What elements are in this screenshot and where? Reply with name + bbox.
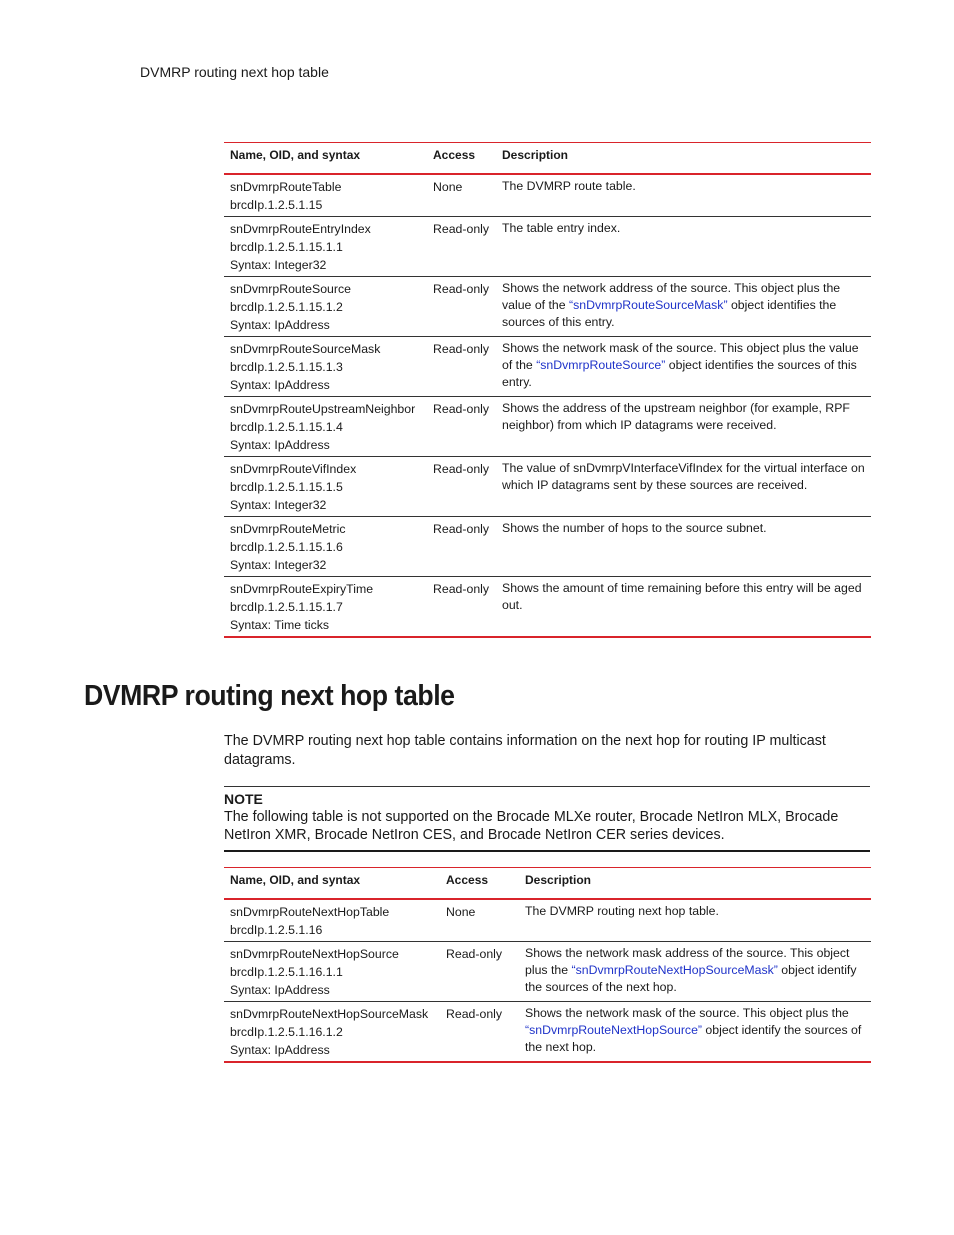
- description-text: Shows the amount of time remaining before this entry will be aged out.: [502, 581, 862, 612]
- object-oid: brcdIp.1.2.5.1.16.1.1: [230, 965, 343, 979]
- description-text: Shows the number of hops to the source subnet.: [502, 521, 767, 535]
- description-text: object identifies the sources of this entry.: [502, 358, 857, 389]
- cell-name-oid-syntax: [224, 217, 427, 277]
- table-row: [224, 1002, 871, 1063]
- cell-name-oid-syntax: [224, 457, 427, 517]
- object-syntax: Syntax: Integer32: [230, 498, 327, 512]
- column-header-name: Name, OID, and syntax: [224, 868, 440, 900]
- table-header-row: [224, 143, 871, 175]
- cell-access: None: [440, 899, 519, 942]
- object-reference-link[interactable]: “snDvmrpRouteSource”: [536, 358, 666, 372]
- cell-description: [496, 457, 871, 517]
- object-reference-link[interactable]: “snDvmrpRouteNextHopSource”: [525, 1023, 703, 1037]
- route-table: [224, 142, 871, 638]
- table-row: [224, 277, 871, 337]
- cell-description: [519, 1002, 871, 1063]
- cell-description: [496, 337, 871, 397]
- cell-name-oid-syntax: [224, 899, 440, 942]
- cell-access: Read-only: [440, 942, 519, 1002]
- object-oid: brcdIp.1.2.5.1.16: [230, 923, 323, 937]
- cell-name-oid-syntax: [224, 397, 427, 457]
- table-row: [224, 942, 871, 1002]
- description-text: Shows the network mask of the source. This object plus the: [525, 1006, 849, 1020]
- object-oid: brcdIp.1.2.5.1.15.1.6: [230, 540, 343, 554]
- object-syntax: Syntax: IpAddress: [230, 438, 330, 452]
- object-syntax: Syntax: IpAddress: [230, 318, 330, 332]
- cell-access: Read-only: [427, 397, 496, 457]
- description-text: The value of snDvmrpVInterfaceVifIndex for the virtual interface on which IP datagrams sent by these sources are received.: [502, 461, 865, 492]
- column-header-description: Description: [519, 868, 871, 900]
- cell-access: Read-only: [440, 1002, 519, 1063]
- object-oid: brcdIp.1.2.5.1.15.1.4: [230, 420, 343, 434]
- cell-description: [496, 174, 871, 217]
- cell-access: Read-only: [427, 337, 496, 397]
- description-text: object identify the sources of the next hop.: [525, 1023, 862, 1054]
- cell-name-oid-syntax: [224, 174, 427, 217]
- cell-description: [519, 942, 871, 1002]
- table-row: [224, 337, 871, 397]
- column-header-access: Access: [440, 868, 519, 900]
- table-row: [224, 517, 871, 577]
- object-name: snDvmrpRouteSourceMask: [230, 342, 381, 356]
- cell-access: None: [427, 174, 496, 217]
- cell-name-oid-syntax: [224, 577, 427, 638]
- object-name: snDvmrpRouteUpstreamNeighbor: [230, 402, 416, 416]
- object-name: snDvmrpRouteMetric: [230, 522, 346, 536]
- object-oid: brcdIp.1.2.5.1.15.1.3: [230, 360, 343, 374]
- note-label: NOTE: [224, 791, 263, 807]
- description-text: Shows the network mask address of the source. This object plus the: [525, 946, 850, 977]
- object-name: snDvmrpRouteNextHopSourceMask: [230, 1007, 429, 1021]
- cell-description: [496, 217, 871, 277]
- object-reference-link[interactable]: “snDvmrpRouteSourceMask”: [569, 298, 728, 312]
- column-header-access: Access: [427, 143, 496, 175]
- column-header-description: Description: [496, 143, 871, 175]
- column-header-name: Name, OID, and syntax: [224, 143, 427, 175]
- object-oid: brcdIp.1.2.5.1.15.1.5: [230, 480, 343, 494]
- table-row: [224, 899, 871, 942]
- object-oid: brcdIp.1.2.5.1.15.1.1: [230, 240, 343, 254]
- object-syntax: Syntax: IpAddress: [230, 1043, 330, 1057]
- cell-name-oid-syntax: [224, 277, 427, 337]
- description-text: The DVMRP routing next hop table.: [525, 904, 719, 918]
- description-text: Shows the network mask of the source. This object plus the value of the: [502, 341, 859, 372]
- cell-name-oid-syntax: [224, 337, 427, 397]
- description-text: Shows the network address of the source. This object plus the value of the: [502, 281, 841, 312]
- table-body: [224, 174, 871, 637]
- cell-name-oid-syntax: [224, 1002, 440, 1063]
- object-name: snDvmrpRouteExpiryTime: [230, 582, 374, 596]
- running-header: DVMRP routing next hop table: [140, 64, 329, 80]
- table-row: [224, 457, 871, 517]
- cell-name-oid-syntax: [224, 517, 427, 577]
- cell-description: [519, 899, 871, 942]
- note-box: [224, 786, 870, 852]
- description-text: Shows the address of the upstream neighbor (for example, RPF neighbor) from which IP datagrams were received.: [502, 401, 850, 432]
- object-syntax: Syntax: Integer32: [230, 558, 327, 572]
- table-row: [224, 397, 871, 457]
- intro-paragraph: The DVMRP routing next hop table contains information on the next hop for routing IP multicast datagrams.: [224, 733, 826, 768]
- cell-access: Read-only: [427, 517, 496, 577]
- cell-name-oid-syntax: [224, 942, 440, 1002]
- object-oid: brcdIp.1.2.5.1.16.1.2: [230, 1025, 343, 1039]
- description-text: The table entry index.: [502, 221, 621, 235]
- cell-description: [496, 517, 871, 577]
- table-row: [224, 577, 871, 638]
- object-name: snDvmrpRouteTable: [230, 180, 342, 194]
- object-oid: brcdIp.1.2.5.1.15.1.2: [230, 300, 343, 314]
- note-text: The following table is not supported on the Brocade MLXe router, Brocade NetIron MLX, Brocade NetIron XMR, Brocade NetIron CES, and Brocade NetIron CER series devices.: [224, 809, 839, 843]
- table-header-row: [224, 868, 871, 900]
- object-name: snDvmrpRouteNextHopSource: [230, 947, 399, 961]
- object-reference-link[interactable]: “snDvmrpRouteNextHopSourceMask”: [571, 963, 778, 977]
- object-name: snDvmrpRouteSource: [230, 282, 351, 296]
- cell-access: Read-only: [427, 217, 496, 277]
- cell-access: Read-only: [427, 577, 496, 638]
- object-name: snDvmrpRouteNextHopTable: [230, 905, 390, 919]
- object-name: snDvmrpRouteEntryIndex: [230, 222, 371, 236]
- table-body: [224, 899, 871, 1062]
- section-title: DVMRP routing next hop table: [84, 680, 455, 712]
- object-name: snDvmrpRouteVifIndex: [230, 462, 357, 476]
- description-text: object identifies the sources of this entry.: [502, 298, 837, 329]
- cell-access: Read-only: [427, 457, 496, 517]
- description-text: The DVMRP route table.: [502, 179, 636, 193]
- cell-access: Read-only: [427, 277, 496, 337]
- cell-description: [496, 577, 871, 638]
- object-oid: brcdIp.1.2.5.1.15: [230, 198, 323, 212]
- cell-description: [496, 397, 871, 457]
- table-row: [224, 217, 871, 277]
- table-row: [224, 174, 871, 217]
- object-syntax: Syntax: IpAddress: [230, 983, 330, 997]
- next-hop-table: [224, 867, 871, 1063]
- object-syntax: Syntax: Integer32: [230, 258, 327, 272]
- object-syntax: Syntax: Time ticks: [230, 618, 330, 632]
- description-text: object identify the sources of the next hop.: [525, 963, 857, 994]
- cell-description: [496, 277, 871, 337]
- object-syntax: Syntax: IpAddress: [230, 378, 330, 392]
- object-oid: brcdIp.1.2.5.1.15.1.7: [230, 600, 343, 614]
